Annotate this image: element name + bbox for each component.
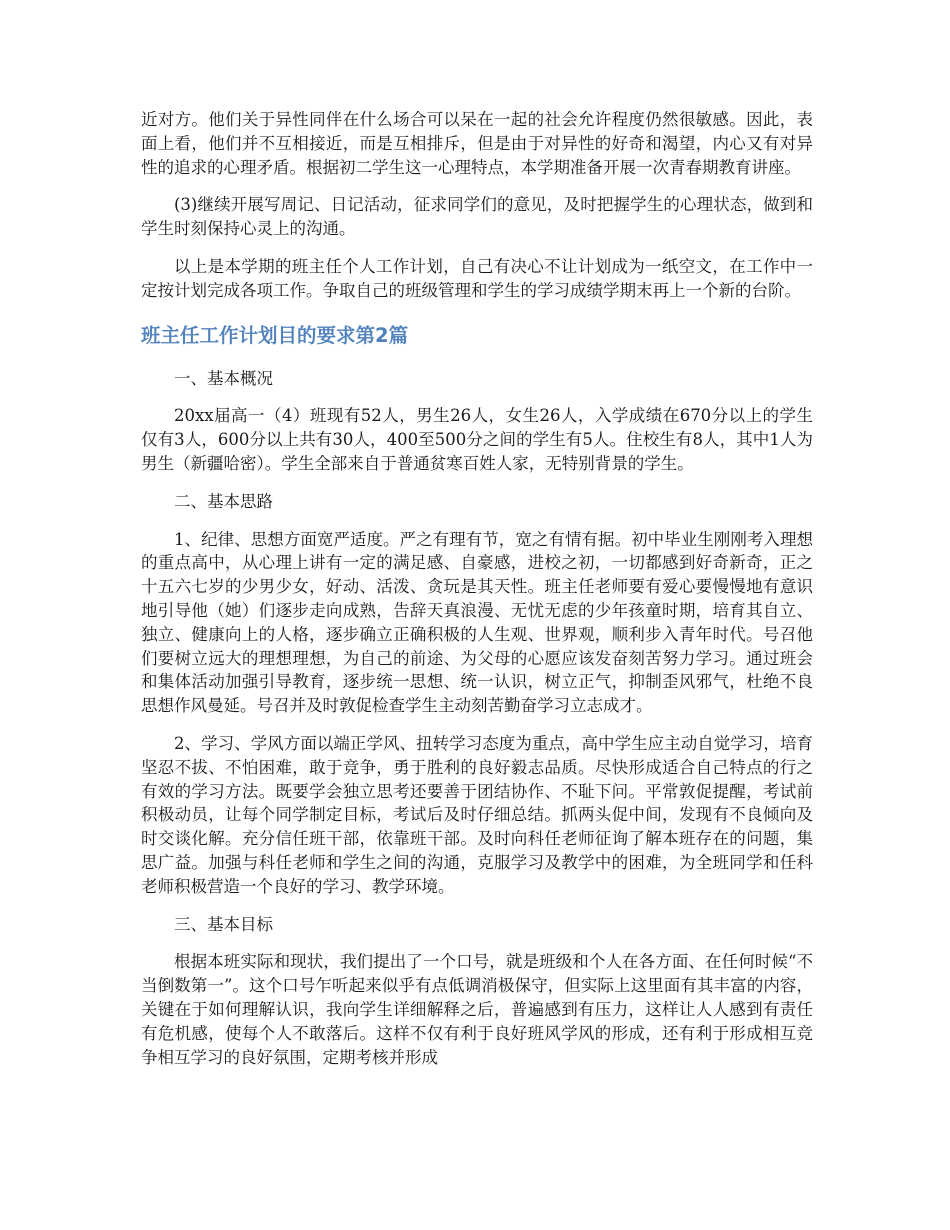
subheading-basic-goals: 三、基本目标 <box>174 914 273 934</box>
section-title: 班主任工作计划目的要求第2篇 <box>141 323 409 347</box>
paragraph-item-3: (3)继续开展写周记、日记活动，征求同学们的意见，及时把握学生的心理状态，做到和学生时刻保持心灵上的沟通。 <box>141 195 813 239</box>
paragraph-discipline: 1、纪律、思想方面宽严适度。严之有理有节，宽之有情有据。初中毕业生刚刚考入理想的重点高中，从心理上讲有一定的满足感、自豪感，进校之初，一切都感到好奇新奇，正之十五六七岁的少男少女，好动、活泼、贪玩是其天性。班主任老师要有爱心要慢慢地有意识地引导他（她）们逐步走向成熟，告辞天真浪漫、无忧无虑的少年孩童时期，培育其自立、独立、健康向上的人格，逐步确立正确积极的人生观、世界观，顺利步入青年时代。号召他们要树立远大的理想理想，为自己的前途、为父母的心愿应该发奋刻苦努力学习。通过班会和集体活动加强引导教育，逐步统一思想、统一认识，树立正气，抑制歪风邪气，杜绝不良思想作风曼延。号召并及时敦促检查学生主动刻苦勤奋学习立志成才。 <box>141 529 813 716</box>
paragraph-study-style: 2、学习、学风方面以端正学风、扭转学习态度为重点，高中学生应主动自觉学习，培育坚忍不拔、不怕困难，敢于竞争，勇于胜利的良好毅志品质。尽快形成适合自己特点的行之有效的学习方法。既要学会独立思考还要善于团结协作、不耻下问。平常敦促提醒，考试前积极动员，让每个同学制定目标，考试后及时仔细总结。抓两头促中间，发现有不良倾向及时交谈化解。充分信任班干部，依靠班干部。及时向科任老师征询了解本班存在的问题，集思广益。加强与科任老师和学生之间的沟通，克服学习及教学中的困难，为全班同学和任科老师积极营造一个良好的学习、教学环境。 <box>141 733 813 896</box>
subheading-basic-overview: 一、基本概况 <box>174 368 273 388</box>
subheading-basic-approach: 二、基本思路 <box>174 491 273 511</box>
paragraph-goals: 根据本班实际和现状，我们提出了一个口号，就是班级和个人在各方面、在任何时候“不当倒数第一”。这个口号乍听起来似乎有点低调消极保守，但实际上这里面有其丰富的内容，关键在于如何理解认识，我向学生详细解释之后，普遍感到有压力，这样让人人感到有责任有危机感，使每个人不敢落后。这样不仅有利于良好班风学风的形成，还有利于形成相互竞争相互学习的良好氛围，定期考核并形成 <box>141 952 813 1067</box>
paragraph-summary: 以上是本学期的班主任个人工作计划，自己有决心不让计划成为一纸空文，在工作中一定按计划完成各项工作。争取自己的班级管理和学生的学习成绩学期末再上一个新的台阶。 <box>141 256 813 300</box>
paragraph-continued: 近对方。他们关于异性同伴在什么场合可以呆在一起的社会允许程度仍然很敏感。因此，表面上看，他们并不互相接近，而是互相排斥，但是由于对异性的好奇和渴望，内心又有对异性的追求的心理矛盾。根据初二学生这一心理特点，本学期准备开展一次青春期教育讲座。 <box>141 110 813 177</box>
paragraph-basic-overview: 20xx届高一（4）班现有52人，男生26人，女生26人，入学成绩在670分以上的学生仅有3人，600分以上共有30人，400至500分之间的学生有5人。住校生有8人，其中1人为男生（新疆哈密）。学生全部来自于普通贫寒百姓人家，无特别背景的学生。 <box>141 406 813 473</box>
document-page <box>141 108 813 1083</box>
